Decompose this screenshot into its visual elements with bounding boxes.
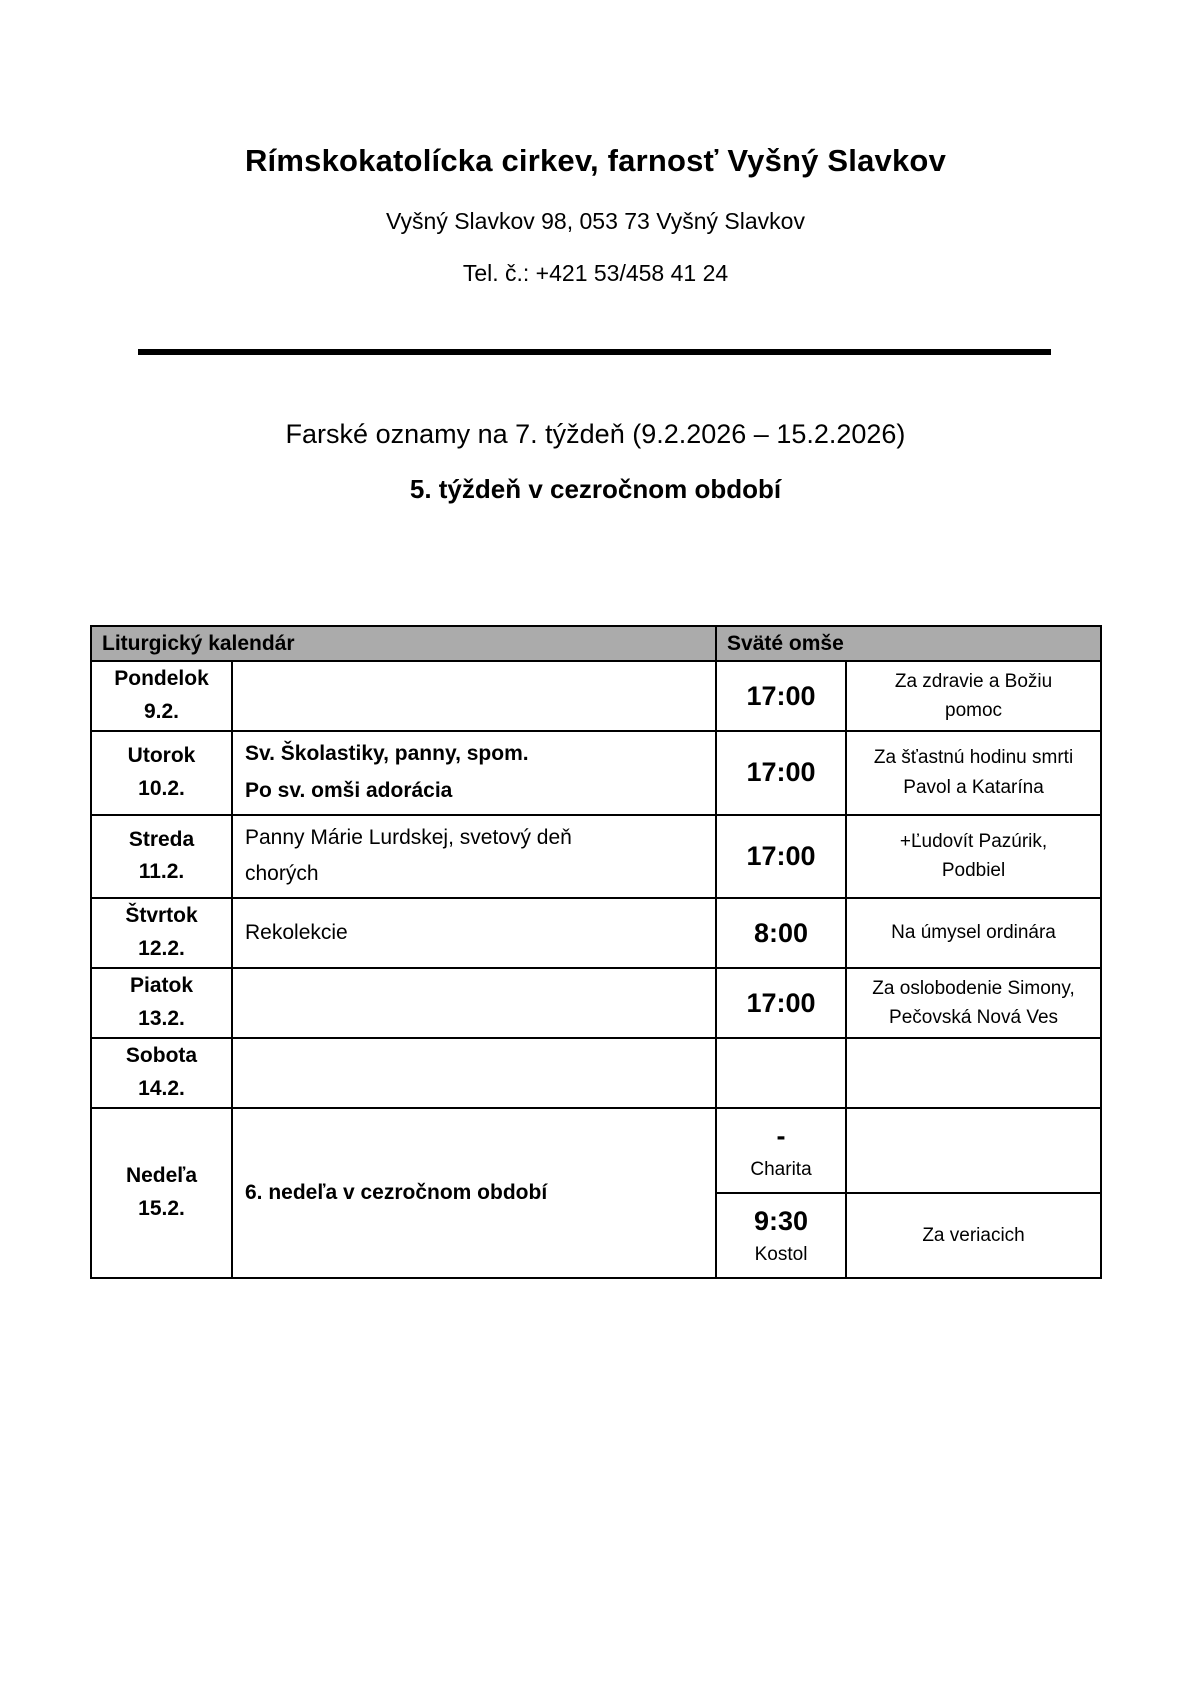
- table-row-saturday: [91, 1038, 1101, 1108]
- table-row-sunday: [91, 1108, 1101, 1193]
- description-cell: [232, 898, 716, 968]
- mass-time-cell: 17:00: [716, 731, 846, 815]
- description-cell: [232, 731, 716, 815]
- description-cell: [232, 968, 716, 1038]
- mass-time-cell: [716, 1108, 846, 1193]
- description-cell: [232, 815, 716, 899]
- intention-line: Za zdravie a Božiu: [894, 670, 1053, 692]
- intention-line: Pavol a Katarína: [903, 776, 1044, 798]
- intention-cell: Za veriacich: [846, 1193, 1101, 1278]
- announcement-heading: Farské oznamy na 7. týždeň (9.2.2026 – 15.2.2026): [285, 419, 906, 449]
- day-date: 15.2.: [138, 1197, 185, 1220]
- intention-line: pomoc: [945, 700, 1003, 721]
- announcement-subheading: 5. týždeň v cezročnom období: [409, 474, 782, 504]
- description-line: Sv. Školastiky, panny, spom.: [245, 742, 529, 765]
- day-date: 9.2.: [143, 700, 180, 723]
- description-line: chorých: [245, 862, 319, 886]
- day-date: 13.2.: [138, 1007, 185, 1030]
- sunday-service-place: Kostol: [754, 1243, 808, 1265]
- day-name: Utorok: [127, 744, 196, 768]
- intention-line: Na úmysel ordinára: [891, 922, 1056, 944]
- table-row-wednesday: [91, 815, 1101, 899]
- holy-masses-header: Sväté omše: [716, 626, 1101, 661]
- sunday-service-time: 9:30: [753, 1205, 809, 1236]
- mass-time-cell: 17:00: [716, 661, 846, 731]
- letterhead-title: Rímskokatolícka cirkev, farnosť Vyšný Slavkov: [244, 143, 947, 178]
- day-name: Piatok: [129, 974, 194, 998]
- intention-cell: [846, 1108, 1101, 1193]
- intention-line: Pečovská Nová Ves: [889, 1007, 1059, 1028]
- description-line: Rekolekcie: [245, 920, 348, 944]
- table-header-row: [91, 626, 1101, 661]
- day-cell: [91, 661, 232, 731]
- day-name: Sobota: [125, 1044, 198, 1068]
- mass-time-cell: 8:00: [716, 898, 846, 968]
- letterhead-phone: Tel. č.: +421 53/458 41 24: [462, 260, 729, 286]
- day-name: Nedeľa: [125, 1164, 198, 1188]
- intention-cell: [846, 1038, 1101, 1108]
- day-cell: [91, 731, 232, 815]
- description-cell: 6. nedeľa v cezročnom období: [232, 1108, 716, 1278]
- mass-time-cell: [716, 1038, 846, 1108]
- liturgical-calendar-header: Liturgický kalendár: [91, 626, 716, 661]
- intention-line: Za šťastnú hodinu smrti: [873, 747, 1074, 769]
- intention-cell: [846, 968, 1101, 1038]
- description-cell: [232, 661, 716, 731]
- intention-cell: [846, 898, 1101, 968]
- description-line: Po sv. omši adorácia: [245, 778, 453, 802]
- mass-time-cell: 17:00: [716, 815, 846, 899]
- table-row-friday: [91, 968, 1101, 1038]
- description-line: Panny Márie Lurdskej, svetový deň: [245, 825, 572, 849]
- day-cell: [91, 968, 232, 1038]
- table-row-monday: [91, 661, 1101, 731]
- sunday-service-place: Charita: [750, 1158, 812, 1180]
- schedule-table: [90, 625, 1102, 1279]
- table-row-thursday: [91, 898, 1101, 968]
- divider-rule: [138, 349, 1051, 355]
- day-cell: [91, 1038, 232, 1108]
- sunday-service-time: -: [776, 1120, 786, 1151]
- mass-time-cell: [716, 1193, 846, 1278]
- day-name: Pondelok: [114, 667, 209, 691]
- description-cell: [232, 1038, 716, 1108]
- day-name: Streda: [128, 827, 195, 851]
- intention-cell: [846, 815, 1101, 899]
- day-cell: [91, 815, 232, 899]
- day-date: 11.2.: [138, 860, 185, 884]
- letterhead-address: Vyšný Slavkov 98, 053 73 Vyšný Slavkov: [386, 208, 805, 234]
- table-row-tuesday: [91, 731, 1101, 815]
- intention-line: Za oslobodenie Simony,: [872, 977, 1075, 999]
- day-date: 10.2.: [138, 776, 185, 800]
- day-name: Štvrtok: [125, 904, 198, 928]
- intention-cell: [846, 661, 1101, 731]
- day-date: 12.2.: [138, 937, 185, 960]
- day-cell: [91, 1108, 232, 1278]
- mass-time-cell: 17:00: [716, 968, 846, 1038]
- intention-line: +Ľudovít Pazúrik,: [899, 830, 1048, 852]
- day-date: 14.2.: [138, 1077, 185, 1100]
- intention-line: Podbiel: [941, 860, 1006, 882]
- day-cell: [91, 898, 232, 968]
- intention-cell: [846, 731, 1101, 815]
